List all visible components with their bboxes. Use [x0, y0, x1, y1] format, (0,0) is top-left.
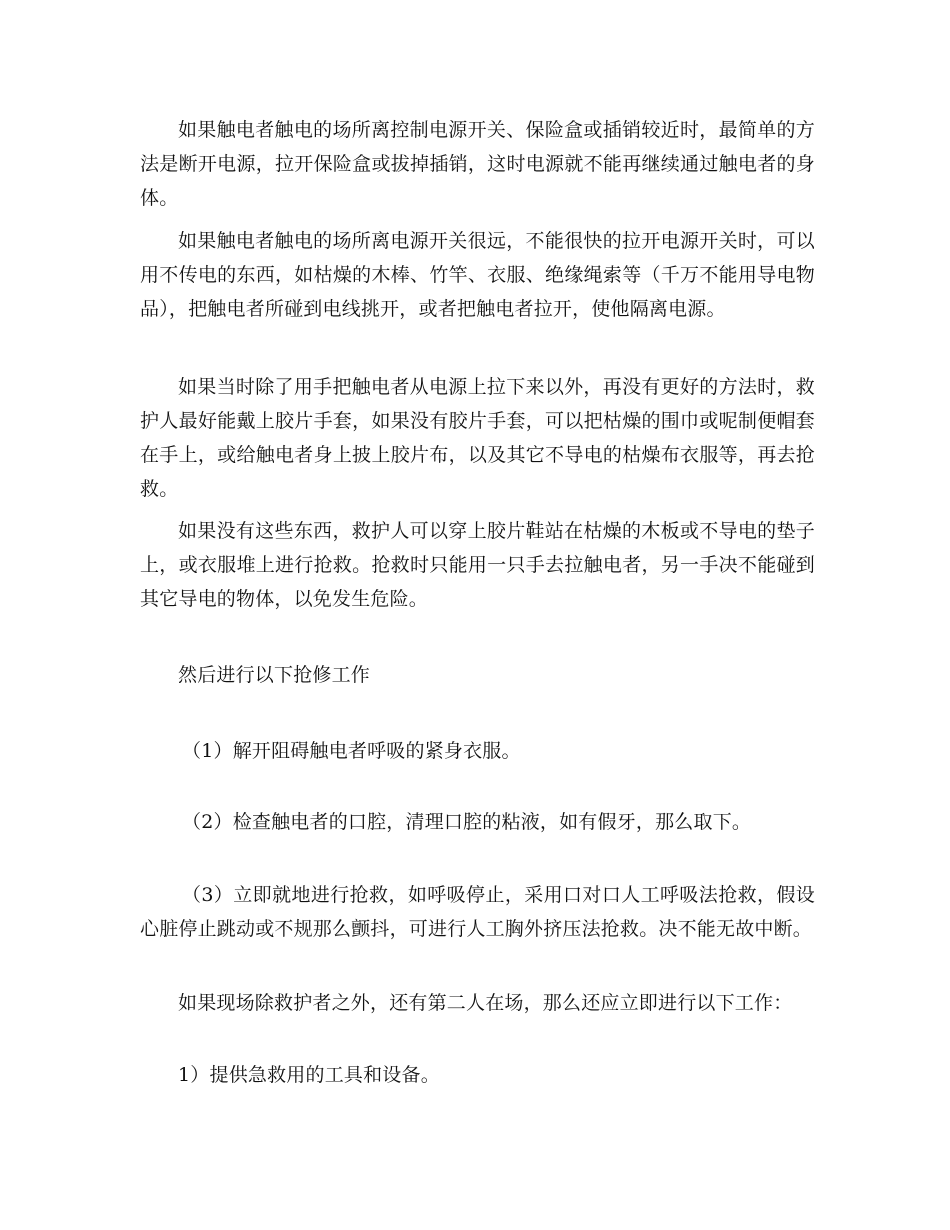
list-item-3: （3）立即就地进行抢救，如呼吸停止，采用口对口人工呼吸法抢救，假设心脏停止跳动或不规那么颤抖，可进行人工胸外挤压法抢救。决不能无故中断。: [140, 884, 815, 940]
paragraph-rescue-intro: 然后进行以下抢修工作: [178, 664, 371, 686]
paragraph-insulated-objects: 如果触电者触电的场所离电源开关很远，不能很快的拉开电源开关时，可以用不传电的东西，如枯燥的木棒、竹竿、衣服、绝缘绳索等（千万不能用导电物品），把触电者所碰到电线挑开，或者把触电者拉开，使他隔离电源。: [140, 230, 815, 320]
paragraph-rubber-gloves: 如果当时除了用手把触电者从电源上拉下来以外，再没有更好的方法时，救护人最好能戴上胶片手套，如果没有胶片手套，可以把枯燥的围巾或呢制便帽套在手上，或给触电者身上披上胶片布，以及其它不导电的枯燥布衣服等，再去抢救。: [140, 376, 815, 500]
paragraph-disconnect-power: 如果触电者触电的场所离控制电源开关、保险盒或插销较近时，最简单的方法是断开电源，拉开保险盒或拔掉插销，这时电源就不能再继续通过触电者的身体。: [140, 119, 815, 209]
paragraph-stand-on-insulator: 如果没有这些东西，救护人可以穿上胶片鞋站在枯燥的木板或不导电的垫子上，或衣服堆上进行抢救。抢救时只能用一只手去拉触电者，另一手决不能碰到其它导电的物体，以免发生危险。: [140, 520, 815, 610]
list-item-1: （1）解开阻碍触电者呼吸的紧身衣服。: [182, 740, 521, 762]
paragraph-second-person: 如果现场除救护者之外，还有第二人在场，那么还应立即进行以下工作：: [178, 992, 793, 1014]
list-item-2: （2）检查触电者的口腔，清理口腔的粘液，如有假牙，那么取下。: [182, 811, 752, 833]
list-item-tools: 1）提供急救用的工具和设备。: [178, 1064, 440, 1086]
